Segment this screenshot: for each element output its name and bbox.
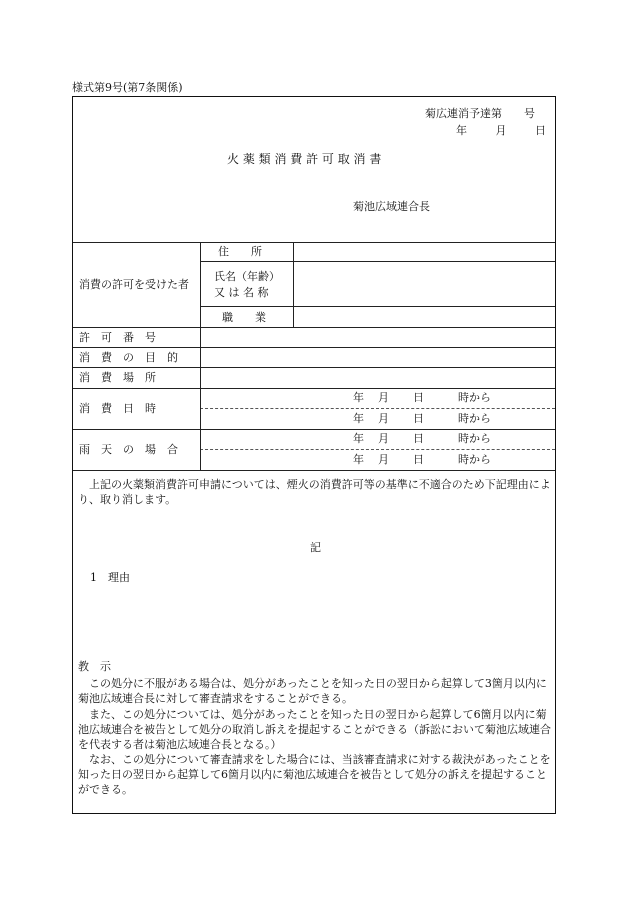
form-number-label: 様式第9号(第7条関係)	[72, 81, 183, 94]
entry-day: 日	[413, 453, 424, 466]
table-dash-line	[200, 408, 555, 409]
date-month: 月	[495, 124, 507, 137]
purpose-label: 消 費 の 目 的	[79, 351, 178, 364]
rain-entry-2	[353, 453, 491, 466]
place-label: 消 費 場 所	[79, 371, 156, 384]
table-line	[73, 347, 555, 348]
table-line	[73, 327, 555, 328]
date-day: 日	[535, 124, 546, 137]
entry-from: 時から	[458, 453, 491, 466]
address-label: 住 所	[218, 245, 262, 258]
entry-from: 時から	[458, 391, 491, 404]
permit-holder-label: 消費の許可を受けた者	[79, 278, 189, 291]
table-bottom-line	[73, 470, 555, 471]
datetime-entry-2	[353, 412, 491, 425]
rain-label: 雨 天 の 場 合	[79, 443, 178, 456]
reason-label: 1 理由	[90, 571, 130, 584]
rain-entry-1	[353, 432, 491, 445]
entry-year: 年	[353, 432, 364, 445]
date-line	[456, 124, 546, 137]
entry-year: 年	[353, 391, 364, 404]
table-line	[73, 367, 555, 368]
entry-year: 年	[353, 453, 364, 466]
entry-day: 日	[413, 432, 424, 445]
table-col-line	[293, 242, 294, 327]
datetime-label: 消 費 日 時	[79, 402, 156, 415]
ki-heading: 記	[310, 541, 321, 554]
entry-month: 月	[378, 391, 389, 404]
date-year: 年	[456, 124, 467, 137]
notice-number: 菊広連消予達第 号	[425, 107, 535, 120]
entry-year: 年	[353, 412, 364, 425]
datetime-entry-1	[353, 391, 491, 404]
document-title: 火 薬 類 消 費 許 可 取 消 書	[227, 152, 382, 166]
issuer-name: 菊池広域連合長	[353, 200, 430, 213]
entry-day: 日	[413, 412, 424, 425]
instruction-paragraph-2: また、この処分については、処分があったことを知った日の翌日から起算して6箇月以内に菊池広域連合を被告として処分の取消し訴えを提起することができる（訴訟において菊池広域連合を代表する者は菊池広域連合長となる。）	[78, 708, 551, 751]
instruction-paragraph-3: なお、この処分について審査請求をした場合には、当該審査請求に対する裁決があったことを知った日の翌日から起算して6箇月以内に菊池広域連合を被告として処分の訴えを提起することができる。	[78, 753, 551, 796]
cancellation-text: 上記の火薬類消費許可申請については、煙火の消費許可等の基準に不適合のため下記理由により、取り消します。	[78, 478, 551, 506]
name-label-alt: 又 は 名 称	[214, 286, 269, 299]
table-line	[200, 306, 555, 307]
entry-month: 月	[378, 453, 389, 466]
occupation-label: 職 業	[222, 311, 266, 324]
instruction-paragraph-1: この処分に不服がある場合は、処分があったことを知った日の翌日から起算して3箇月以内に菊池広域連合長に対して審査請求をすることができる。	[78, 677, 547, 705]
table-line	[200, 261, 555, 262]
entry-from: 時から	[458, 432, 491, 445]
table-line	[73, 429, 555, 430]
entry-from: 時から	[458, 412, 491, 425]
entry-month: 月	[378, 412, 389, 425]
table-dash-line	[200, 449, 555, 450]
instruction-heading: 教 示	[78, 660, 111, 673]
table-top-line	[73, 242, 555, 243]
name-label: 氏名（年齢）	[214, 270, 280, 283]
table-line	[73, 388, 555, 389]
table-col-line	[200, 242, 201, 470]
entry-day: 日	[413, 391, 424, 404]
permit-number-label: 許 可 番 号	[79, 331, 156, 344]
entry-month: 月	[378, 432, 389, 445]
